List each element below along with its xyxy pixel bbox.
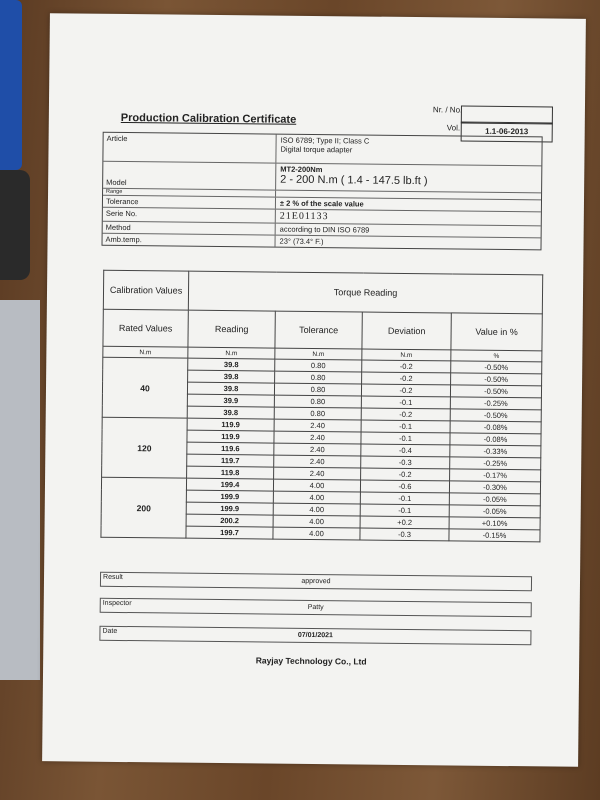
info-value: ± 2 % of the scale value (279, 198, 364, 209)
tolerance-cell: 2.40 (274, 419, 361, 432)
reading-cell: 199.9 (186, 490, 273, 503)
info-value: 23° (73.4° F.) (279, 236, 324, 247)
calibration-values-header: Calibration Values (103, 270, 188, 310)
value-percent-cell: -0.50% (451, 361, 542, 374)
deviation-cell: -0.2 (362, 360, 451, 373)
date-value: 07/01/2021 (297, 631, 333, 640)
model-label: Model (106, 177, 127, 188)
value-percent-cell: +0.10% (449, 517, 540, 530)
date-row (99, 626, 531, 646)
date-label: Date (102, 627, 118, 635)
tolerance-cell: 4.00 (273, 527, 360, 540)
info-label: Serie No. (103, 208, 276, 223)
tolerance-cell: 0.80 (274, 383, 361, 396)
table-subheader-row (103, 309, 542, 351)
tolerance-cell: 2.40 (274, 455, 361, 468)
deviation-cell: -0.1 (360, 492, 449, 505)
reading-cell: 119.9 (187, 418, 274, 431)
calibration-table (100, 270, 543, 543)
deviation-cell: -0.2 (361, 468, 450, 481)
inspector-row (100, 598, 532, 618)
table-header-row (103, 270, 542, 314)
rated-value-cell: 200 (101, 477, 187, 538)
value-percent-cell: -0.25% (450, 457, 541, 470)
deviation-header: Deviation (362, 312, 451, 350)
model-number: MT2-200Nm (280, 164, 323, 175)
nr-label: Nr. / No. (432, 105, 463, 115)
tolerance-cell: 0.80 (274, 395, 361, 408)
deviation-cell: -0.3 (361, 456, 450, 469)
torque-reading-header: Torque Reading (188, 271, 542, 314)
vol-label: Vol. (446, 123, 461, 133)
unit-cell: N.m (103, 346, 188, 358)
info-table (101, 132, 542, 251)
model-range: 2 - 200 N.m ( 1.4 - 147.5 lb.ft ) (280, 173, 428, 188)
info-value: according to DIN ISO 6789 (279, 224, 370, 235)
info-label: Tolerance (103, 196, 276, 209)
reading-header: Reading (188, 310, 275, 348)
inspector-value: Patty (307, 603, 324, 612)
tolerance-cell: 2.40 (274, 467, 361, 480)
tolerance-cell: 0.80 (274, 407, 361, 420)
reading-cell: 119.9 (187, 430, 274, 443)
article-name: Digital torque adapter (280, 144, 353, 155)
value-percent-cell: -0.08% (450, 433, 541, 446)
unit-cell: N.m (275, 348, 362, 360)
result-row (100, 572, 532, 592)
inspector-label: Inspector (102, 599, 132, 608)
reading-cell: 39.8 (188, 370, 275, 383)
deviation-cell: -0.4 (361, 444, 450, 457)
value-percent-cell: -0.17% (450, 469, 541, 482)
reading-cell: 39.8 (188, 358, 275, 371)
reading-cell: 199.9 (186, 502, 273, 515)
deviation-cell: -0.1 (361, 396, 450, 409)
tolerance-cell: 4.00 (273, 503, 360, 516)
unit-cell: N.m (362, 349, 451, 361)
value-percent-cell: -0.05% (449, 493, 540, 506)
vol-value: 1.1-06-2013 (461, 122, 553, 143)
deviation-cell: -0.6 (360, 480, 449, 493)
reading-cell: 39.8 (187, 382, 274, 395)
reading-cell: 119.7 (187, 454, 274, 467)
reading-cell: 119.8 (187, 466, 274, 479)
info-label (103, 162, 276, 190)
calibration-body (101, 357, 542, 542)
tolerance-cell: 0.80 (275, 371, 362, 384)
tolerance-cell: 4.00 (273, 479, 360, 492)
info-label: Article (103, 133, 276, 163)
info-value (276, 135, 541, 166)
page-title: Production Calibration Certificate (120, 111, 297, 126)
reading-cell: 199.4 (186, 478, 273, 491)
rated-value-cell: 40 (102, 357, 188, 418)
reading-cell: 39.8 (187, 406, 274, 419)
info-value: 21E01133 (279, 210, 329, 223)
reading-cell: 199.7 (186, 526, 273, 539)
value-percent-cell: -0.05% (449, 505, 540, 518)
unit-cell: N.m (188, 347, 275, 359)
reading-cell: 119.6 (187, 442, 274, 455)
deviation-cell: +0.2 (360, 516, 449, 529)
tolerance-cell: 2.40 (274, 443, 361, 456)
result-value: approved (301, 577, 331, 586)
rated-value-cell: 120 (102, 417, 188, 478)
deviation-cell: -0.2 (362, 372, 451, 385)
dark-object (0, 170, 30, 280)
grey-strip (0, 300, 40, 680)
value-percent-cell: -0.50% (450, 409, 541, 422)
deviation-cell: -0.3 (360, 528, 449, 541)
value-percent-cell: -0.33% (450, 445, 541, 458)
info-label: Range (103, 189, 276, 197)
info-value (276, 164, 541, 193)
value-percent-cell: -0.50% (451, 373, 542, 386)
value-percent-cell: -0.50% (450, 385, 541, 398)
value-percent-cell: -0.15% (449, 529, 540, 542)
deviation-cell: -0.1 (360, 504, 449, 517)
blue-object (0, 0, 22, 170)
reading-cell: 39.9 (187, 394, 274, 407)
deviation-cell: -0.1 (361, 420, 450, 433)
reading-cell: 200.2 (186, 514, 273, 527)
value-percent-cell: -0.30% (449, 481, 540, 494)
rated-values-header: Rated Values (103, 309, 188, 347)
value-percent-cell: -0.08% (450, 421, 541, 434)
company-name: Rayjay Technology Co., Ltd (255, 655, 367, 667)
tolerance-cell: 2.40 (274, 431, 361, 444)
tolerance-cell: 4.00 (273, 491, 360, 504)
article-standard: ISO 6789; Type II; Class C (280, 135, 370, 146)
result-label: Result (102, 573, 123, 582)
value-percent-cell: -0.25% (450, 397, 541, 410)
tolerance-cell: 0.80 (275, 359, 362, 372)
deviation-cell: -0.2 (361, 384, 450, 397)
info-label: Method (103, 222, 276, 235)
info-label: Amb.temp. (103, 234, 276, 247)
deviation-cell: -0.2 (361, 408, 450, 421)
tolerance-header: Tolerance (275, 311, 362, 349)
deviation-cell: -0.1 (361, 432, 450, 445)
info-row-article (103, 133, 541, 167)
certificate-paper (42, 13, 586, 767)
value-percent-header: Value in % (451, 313, 542, 351)
tolerance-cell: 4.00 (273, 515, 360, 528)
unit-cell: % (451, 350, 542, 362)
